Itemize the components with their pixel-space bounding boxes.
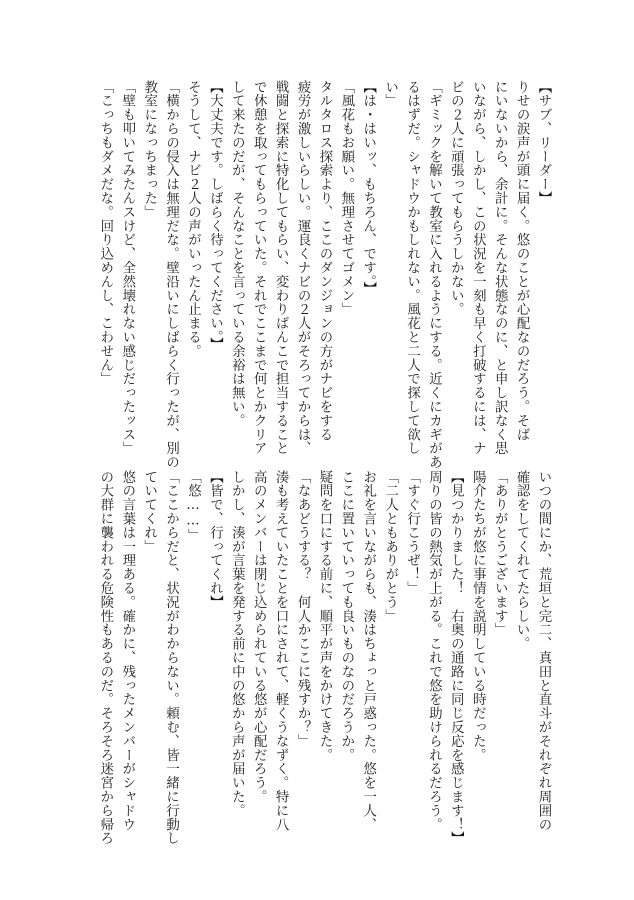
text-line: 疑問を口にする前に、順平が声をかけてきた。 bbox=[316, 470, 332, 762]
text-line: 悠の言葉は一理ある。確かに、残ったメンバーがシャドウ bbox=[119, 470, 135, 832]
text-line: 【見つかりました！ 右奥の通路に同じ反応を感じます！】 bbox=[448, 470, 464, 846]
text-line: るはずだ。シャドウかもしれない。風花と二人で探して欲し bbox=[404, 80, 420, 456]
text-line: 「壁も叩いてみたんスけど、全然壊れない感じだったッス」 bbox=[119, 80, 135, 456]
top-text-block bbox=[80, 80, 554, 470]
text-line: 「ギミックを解いて教室に入れるようにする。近くにカギがあ bbox=[426, 80, 442, 470]
text-line: にいないから、余計に。そんな状態なのに、と申し訳なく思 bbox=[492, 80, 508, 456]
text-line: そうして、ナビ２人の声がいったん止まる。 bbox=[185, 80, 201, 358]
text-line: 高のメンバーは閉じ込められている悠が心配だろう。 bbox=[251, 470, 267, 804]
text-line: 教室になっちまった」 bbox=[141, 80, 157, 219]
text-line: 「なあどうする？ 何人かここに残すか？」 bbox=[295, 470, 311, 748]
text-line: 「ありがとうございます」 bbox=[492, 470, 508, 637]
text-line: ていてくれ」 bbox=[141, 470, 157, 554]
text-line: ここに置いていっても良いものなのだろうか。 bbox=[338, 470, 354, 762]
text-line: 【サブ、リーダー】 bbox=[536, 80, 551, 206]
text-line: 「すぐ行こうぜ！」 bbox=[404, 470, 420, 596]
text-line: お礼を言いながらも、湊はちょっと戸惑った。悠を一人、 bbox=[360, 470, 376, 832]
text-line: して来たのだが、そんなことを言っている余裕は無い。 bbox=[229, 80, 245, 428]
text-line: ビの２人に頑張ってもらうしかない。 bbox=[448, 80, 464, 317]
text-line: 周りの皆の熱気が上がる。これで悠を助けられるだろう。 bbox=[426, 470, 442, 832]
text-line: 【皆で、行ってくれ】 bbox=[207, 470, 223, 609]
text-line: 「悠……」 bbox=[185, 470, 201, 543]
text-line: で休憩を取ってもらっていた。それでここまで何とかクリア bbox=[251, 80, 267, 456]
text-line: タルタロス探索より、ここのダンジョンの方がナビをする bbox=[316, 80, 332, 442]
text-line: りせの涙声が頭に届く。悠のことが心配なのだろう。そば bbox=[514, 80, 530, 442]
text-line: 戦闘と探索に特化してもらい、変わりばんこで担当すること bbox=[273, 80, 289, 456]
text-line: 「二人ともありがとう」 bbox=[382, 470, 398, 623]
text-line: 「こっちもダメだな。回り込めんし、こわせん」 bbox=[97, 80, 113, 386]
text-line: 湊も考えていたことを口にされて、軽くうなずく。特に八 bbox=[273, 470, 289, 832]
text-line: 「横からの侵入は無理だな。壁沿いにしばらく行ったが、別の bbox=[163, 80, 179, 470]
text-line: 陽介たちが悠に事情を説明している時だった。 bbox=[470, 470, 486, 762]
text-line: 確認をしてくれてたらしい。 bbox=[514, 470, 530, 651]
text-line: い」 bbox=[382, 80, 398, 108]
text-line: いながら、しかし、この状況を一刻も早く打破するには、ナ bbox=[470, 80, 486, 456]
text-line: 「ここからだと、状況がわからない。頼む、皆一緒に行動し bbox=[163, 470, 179, 846]
text-line: しかし、湊が言葉を発する前に中の悠から声が届いた。 bbox=[229, 470, 245, 818]
text-line: の大群に襲われる危険性もあるのだ。そろそろ迷宮から帰ろ bbox=[97, 470, 113, 846]
text-line: 疲労が激しいらしい。運良くナビの２人がそろってからは、 bbox=[295, 80, 311, 456]
text-line: 「風花もお願い。無理させてゴメン」 bbox=[338, 80, 354, 317]
bottom-text-block bbox=[80, 470, 554, 850]
text-line: 【大丈夫です。しばらく待ってください。】 bbox=[207, 80, 223, 352]
text-line: いつの間にか、荒垣と完二、真田と直斗がそれぞれ周囲の bbox=[536, 470, 551, 832]
text-line: 【は・はいッ、もちろん、です。】 bbox=[360, 80, 376, 296]
